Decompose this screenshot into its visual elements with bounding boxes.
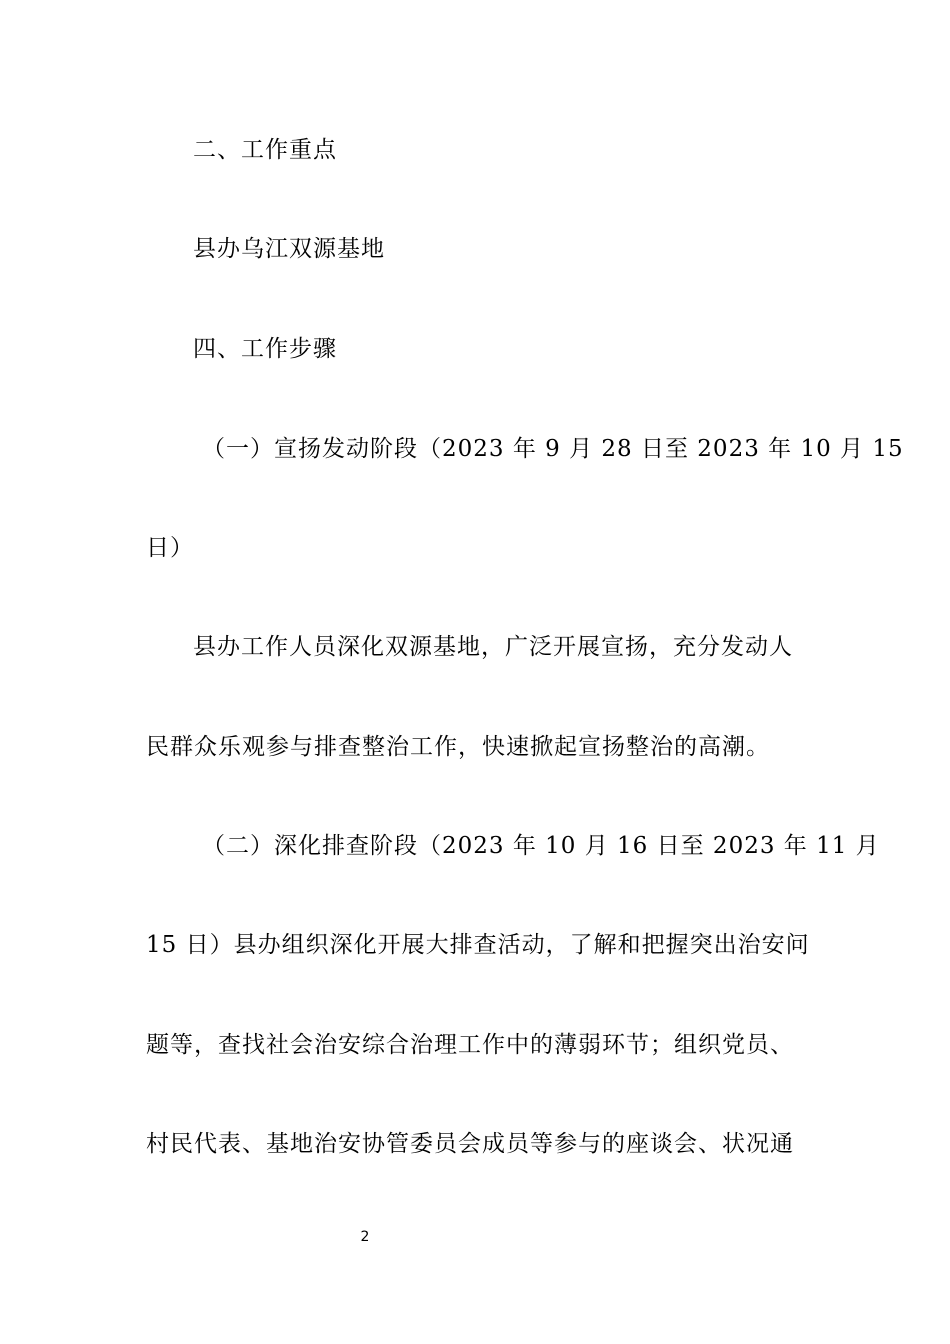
paragraph-line: 村民代表、基地治安协管委员会成员等参与的座谈会、状况通 — [146, 1131, 794, 1157]
paragraph-line: 日） — [146, 535, 194, 561]
paragraph-line: 题等，查找社会治安综合治理工作中的薄弱环节；组织党员、 — [146, 1032, 794, 1058]
page-number: 2 — [360, 1229, 370, 1245]
section-heading-work-focus: 二、工作重点 — [193, 137, 337, 163]
paragraph-line: 县办乌江双源基地 — [193, 236, 385, 262]
paragraph-line: 县办工作人员深化双源基地，广泛开展宣扬，充分发动人 — [193, 634, 793, 660]
paragraph-line: 15 日）县办组织深化开展大排查活动，了解和把握突出治安问 — [146, 932, 810, 958]
subsection-heading-investigation: （二）深化排查阶段（2023 年 10 月 16 日至 2023 年 11 月 — [202, 833, 880, 859]
subsection-heading-publicity: （一）宣扬发动阶段（2023 年 9 月 28 日至 2023 年 10 月 15 — [202, 436, 904, 462]
section-heading-work-steps: 四、工作步骤 — [193, 336, 337, 362]
paragraph-line: 民群众乐观参与排查整治工作，快速掀起宣扬整治的高潮。 — [146, 734, 770, 760]
